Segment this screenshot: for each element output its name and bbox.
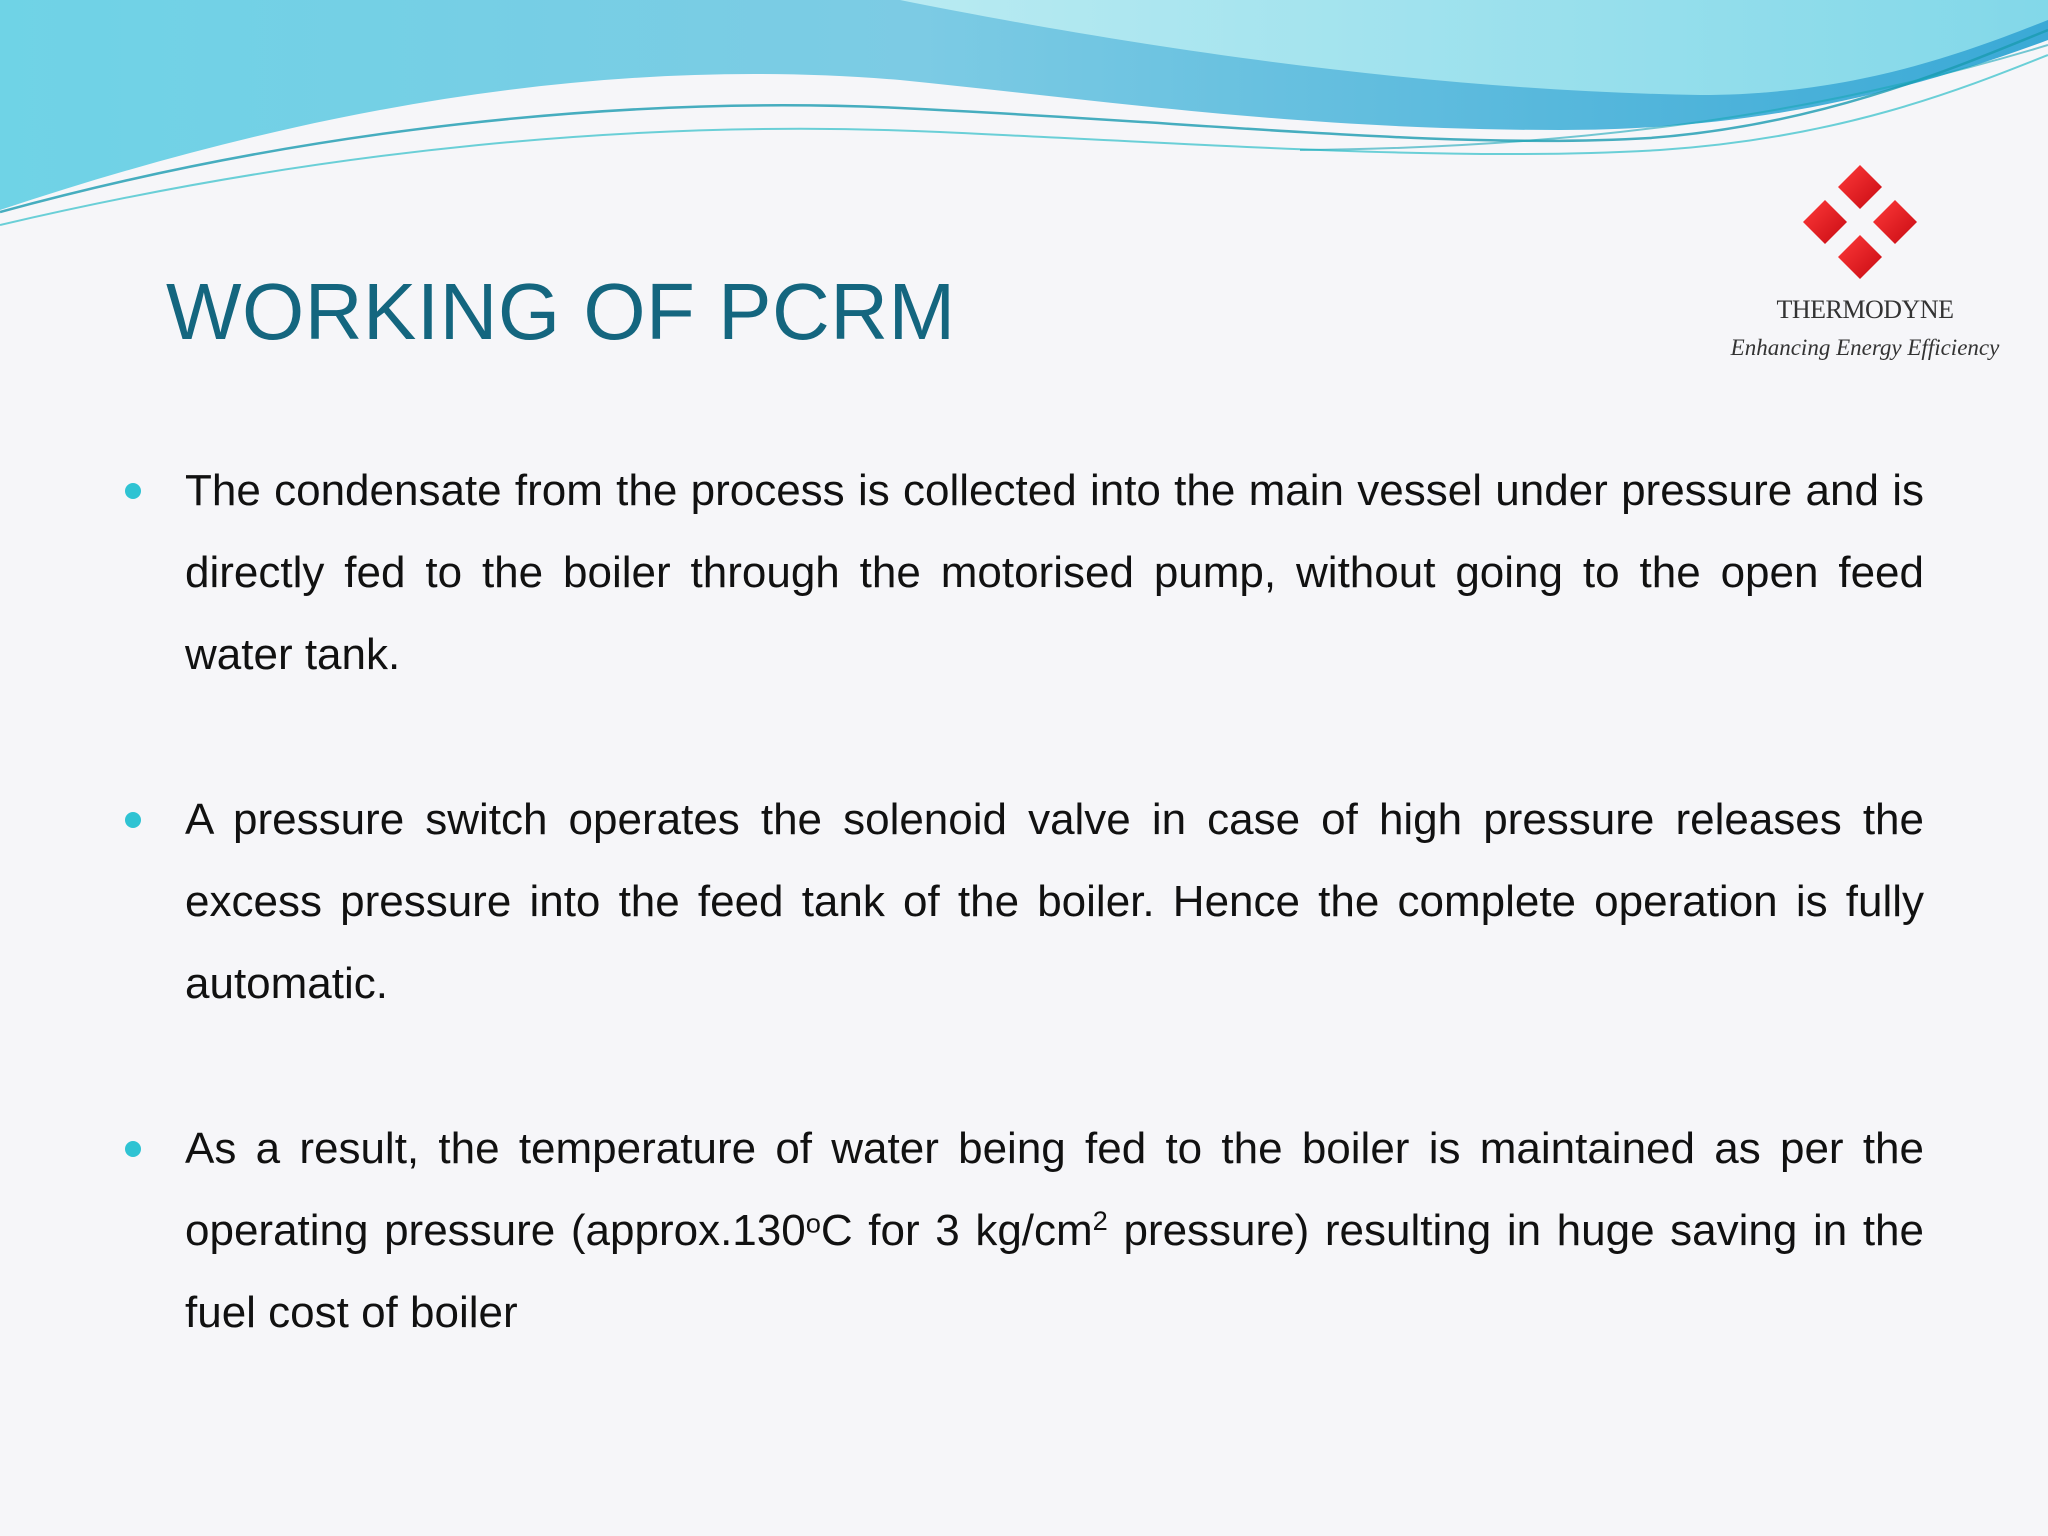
bullet-text-after: pressure) resulting in huge saving in the fuel cost of boiler bbox=[185, 1206, 1925, 1337]
thermodyne-logo bbox=[1700, 155, 2030, 375]
logo-company-name: THERMODYNE bbox=[1776, 295, 1954, 324]
bullet-marker-icon bbox=[125, 812, 141, 828]
slide-title: WORKING OF PCRM bbox=[166, 267, 956, 356]
bullet-text: The condensate from the process is collected into the main vessel under pressure and is directly fed to the boiler through the motorised pump, without going to the open feed water tank. bbox=[185, 466, 1924, 679]
degree-mark: o bbox=[805, 1207, 821, 1239]
bullet-item-pressure-switch bbox=[124, 779, 1924, 1025]
bullet-item-condensate bbox=[124, 450, 1924, 696]
bullet-marker-icon bbox=[125, 483, 141, 499]
logo-tagline: Enhancing Energy Efficiency bbox=[1730, 335, 2000, 360]
bullet-text-before: As a result, the temperature of water being fed to the boiler is maintained as per the operating pressure (approx.130 bbox=[185, 1124, 1924, 1255]
bullet-text: A pressure switch operates the solenoid valve in case of high pressure releases the excess pressure into the feed tank of the boiler. Hence the complete operation is fully automatic. bbox=[185, 795, 1924, 1008]
bullet-text-middle: C for 3 kg/cm bbox=[820, 1206, 1093, 1255]
bullet-list bbox=[124, 450, 1924, 1437]
bullet-marker-icon bbox=[125, 1141, 141, 1157]
superscript-two: 2 bbox=[1092, 1205, 1108, 1236]
red-diamonds-logo-icon bbox=[1797, 159, 1923, 285]
bullet-item-result bbox=[124, 1108, 1924, 1354]
